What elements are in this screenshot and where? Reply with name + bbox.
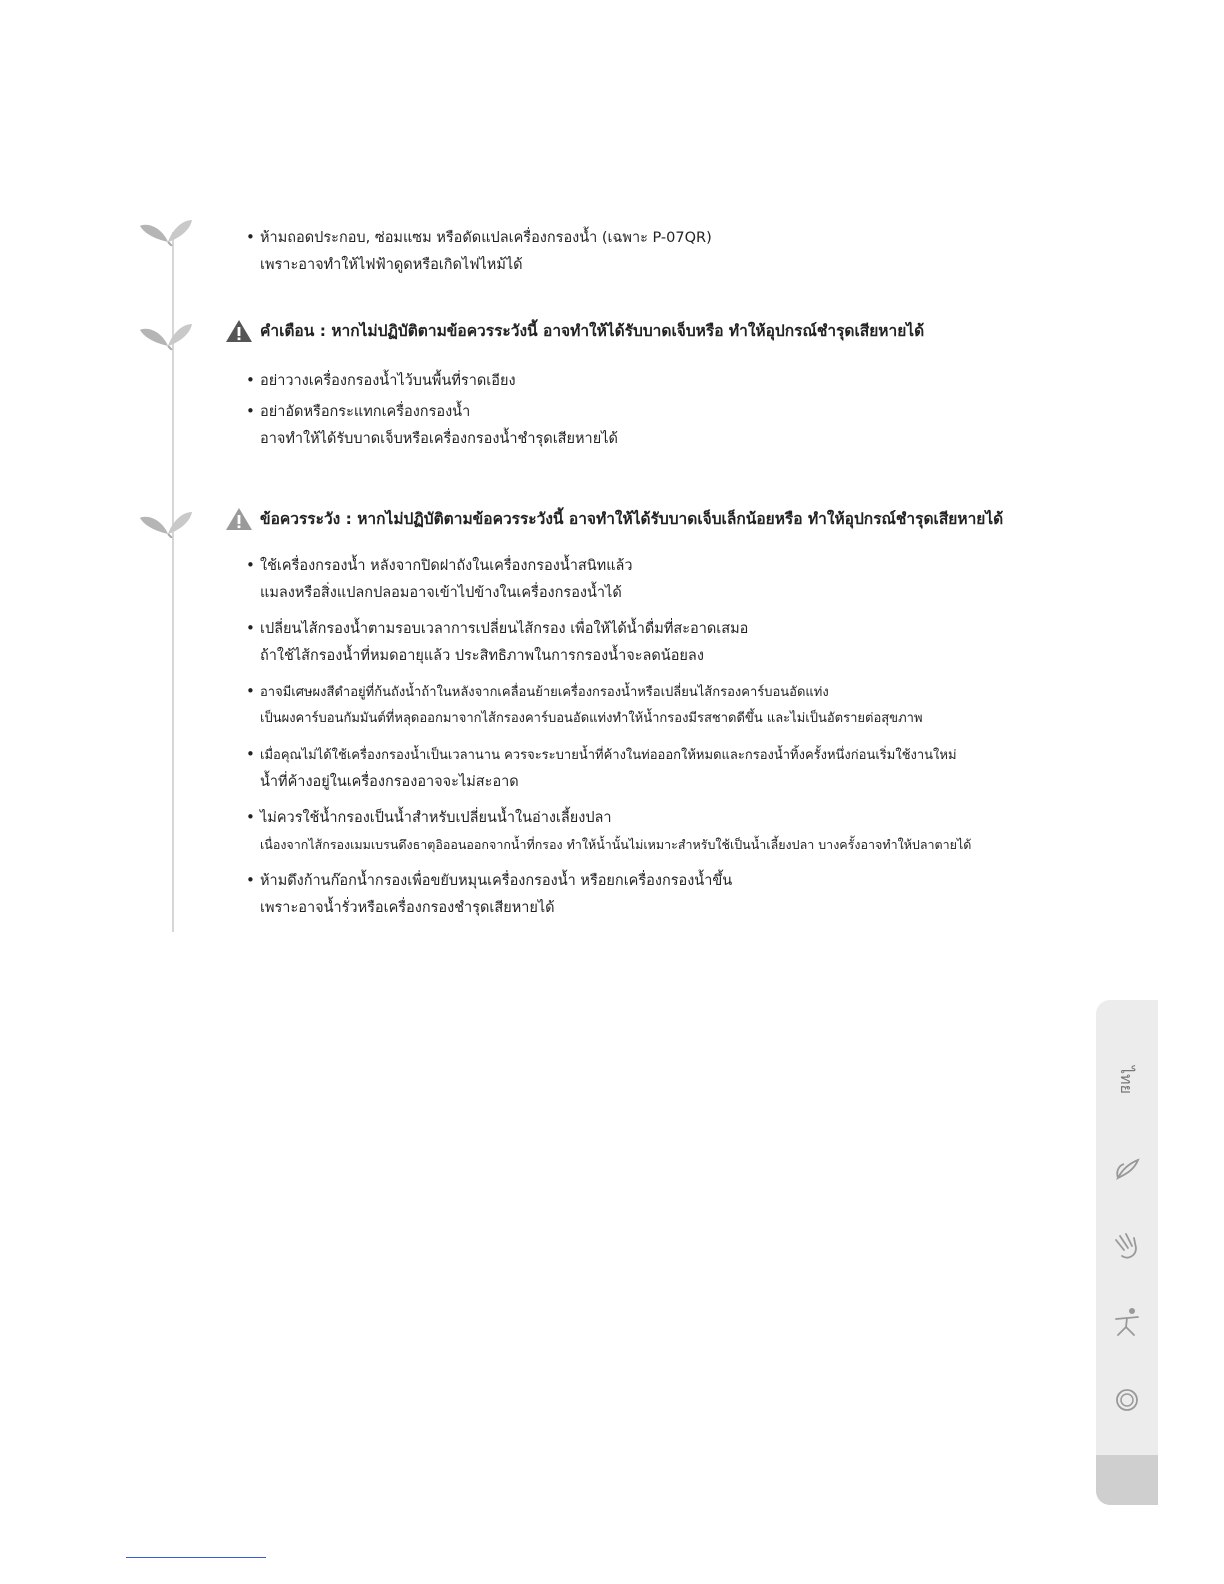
list-item-continuation: เนื่องจากไส้กรองเมมเบรนดึงธาตุอิออนออกจากน้ำที่กรอง ทำให้น้ำนั้นไม่เหมาะสำหรับใช้เป็นน้ำเลี้ยงปลา บางครั้งอาจทำให้ปลาตายได้: [260, 837, 972, 852]
list-item-continuation: แมลงหรือสิ่งแปลกปลอมอาจเข้าไปข้างในเครื่องกรองน้ำได้: [260, 585, 622, 601]
list-item-continuation: เพราะอาจน้ำรั่วหรือเครื่องกรองชำรุดเสียหายได้: [260, 900, 555, 916]
language-label: ไทย: [1117, 1066, 1136, 1094]
sprout-icon: [138, 214, 194, 246]
warning-icon: [224, 318, 254, 344]
list-item-continuation: น้ำที่ค้างอยู่ในเครื่องกรองอาจจะไม่สะอาด: [260, 774, 519, 790]
person-icon: [1110, 1305, 1144, 1339]
list-item: • อย่าอัดหรือกระแทกเครื่องกรองน้ำ: [246, 402, 471, 420]
sprout-icon: [138, 318, 194, 350]
footer-rule: [126, 1557, 266, 1558]
list-item: • ใช้เครื่องกรองน้ำ หลังจากปิดฝาถังในเครื่องกรองน้ำสนิทแล้ว: [246, 556, 633, 574]
hand-icon: [1110, 1230, 1144, 1264]
list-item: • อาจมีเศษผงสีดำอยู่ที่ก้นถังน้ำถ้าในหลังจากเคลื่อนย้ายเครื่องกรองน้ำหรือเปลี่ยนไส้กรองคาร์บอนอัดแท่ง: [246, 682, 829, 700]
caution-heading: ข้อควรระวัง : หากไม่ปฏิบัติตามข้อควรระวังนี้ อาจทำให้ได้รับบาดเจ็บเล็กน้อยหรือ ทำให้อุปกรณ์ชำรุดเสียหายได้: [224, 506, 1003, 532]
warning-heading: คำเตือน : หากไม่ปฏิบัติตามข้อควรระวังนี้ อาจทำให้ได้รับบาดเจ็บหรือ ทำให้อุปกรณ์ชำรุดเสียหายได้: [224, 318, 924, 344]
sprout-icon: [138, 506, 194, 538]
list-item-continuation: เป็นผงคาร์บอนกัมมันต์ที่หลุดออกมาจากไส้กรองคาร์บอนอัดแท่งทำให้น้ำกรองมีรสชาดดีขึ้น และไม่เป็นอัตรายต่อสุขภาพ: [260, 711, 923, 726]
list-item: • ห้ามดึงก้านก๊อกน้ำกรองเพื่อขยับหมุนเครื่องกรองน้ำ หรือยกเครื่องกรองน้ำขึ้น: [246, 871, 733, 889]
side-tab-footer: [1096, 1455, 1158, 1505]
list-item: • อย่าวางเครื่องกรองน้ำไว้บนพื้นที่ราดเอียง: [246, 371, 516, 389]
caution-icon: [224, 506, 254, 532]
list-item-continuation: อาจทำให้ได้รับบาดเจ็บหรือเครื่องกรองน้ำชำรุดเสียหายได้: [260, 431, 618, 447]
swirl-icon: [1110, 1383, 1144, 1417]
list-item-continuation: เพราะอาจทำให้ไฟฟ้าดูดหรือเกิดไฟไหม้ได้: [260, 257, 523, 273]
sprout-outline-icon: [1110, 1150, 1144, 1184]
list-item: • เปลี่ยนไส้กรองน้ำตามรอบเวลาการเปลี่ยนไส้กรอง เพื่อให้ได้น้ำดื่มที่สะอาดเสมอ: [246, 619, 749, 637]
list-item: • ห้ามถอดประกอบ, ซ่อมแซม หรือดัดแปลเครื่องกรองน้ำ (เฉพาะ P-07QR): [246, 228, 712, 246]
list-item: • เมื่อคุณไม่ได้ใช้เครื่องกรองน้ำเป็นเวลานาน ควรจะระบายน้ำที่ค้างในท่อออกให้หมดและกรองน้ำทิ้งครั้งหนึ่งก่อนเริ่มใช้งานใหม่: [246, 745, 957, 763]
list-item-continuation: ถ้าใช้ไส้กรองน้ำที่หมดอายุแล้ว ประสิทธิภาพในการกรองน้ำจะลดน้อยลง: [260, 648, 704, 664]
list-item: • ไม่ควรใช้น้ำกรองเป็นน้ำสำหรับเปลี่ยนน้ำในอ่างเลี้ยงปลา: [246, 808, 612, 826]
